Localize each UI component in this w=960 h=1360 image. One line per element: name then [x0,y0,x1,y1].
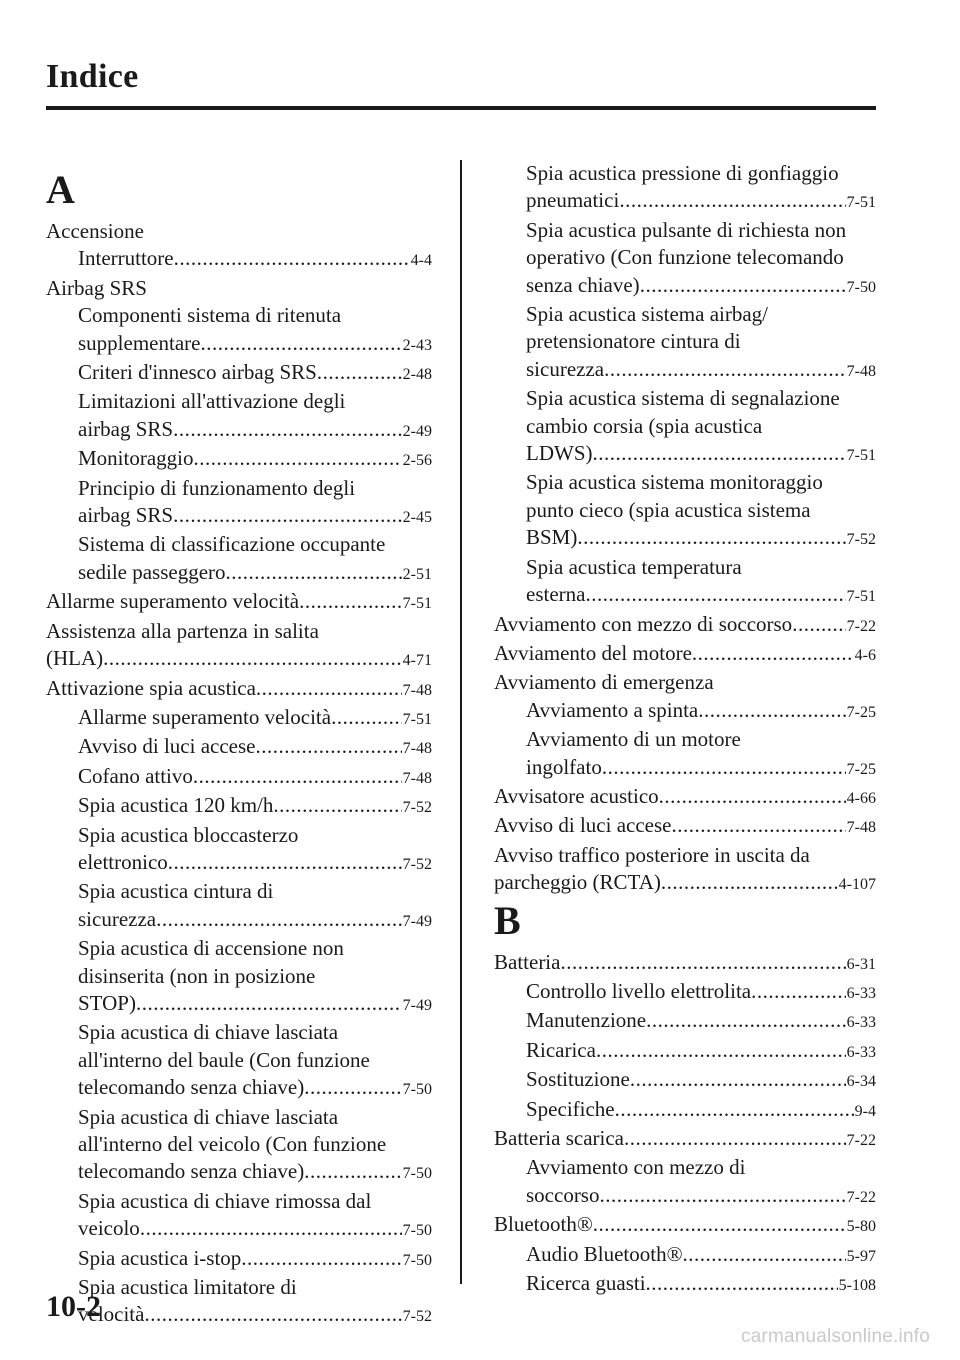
index-subentry[interactable] [46,1245,432,1274]
index-entry[interactable] [46,618,432,675]
entry-line [526,356,876,385]
page-ref: 7-51 [402,710,432,728]
page-ref: 7-50 [402,1222,432,1240]
page-ref: 7-48 [846,362,876,380]
page-ref: 7-52 [846,531,876,549]
entry-label: Spia acustica pressione di gonfiaggio [526,161,839,185]
dot-leader [602,754,846,781]
page-ref: 7-50 [402,1165,432,1183]
entry-line [526,1037,876,1066]
dot-leader [604,356,846,383]
entry-label: Limitazioni all'attivazione degli [78,389,346,414]
index-column-right [494,160,876,1299]
entry-label: Avviso traffico posteriore in uscita da [494,842,810,867]
index-subentry[interactable] [46,388,432,445]
page-ref: 6-33 [846,1043,876,1061]
dot-leader [136,990,402,1017]
entry-line [526,524,876,553]
index-entry[interactable] [494,1125,876,1154]
index-subentry[interactable] [494,1066,876,1095]
index-subentry[interactable] [46,302,432,359]
entry-line [78,559,432,588]
entry-label: telecomando senza chiave) [78,1159,305,1184]
index-subentry[interactable] [46,935,432,1019]
page-ref: 7-50 [402,1081,432,1099]
index-subentry[interactable] [46,822,432,879]
entry-label: STOP) [78,990,136,1015]
index-subentry[interactable] [46,445,432,474]
entry-label: Accensione [46,219,144,243]
entry-label: Spia acustica di chiave lasciata [78,1020,339,1045]
dot-leader [304,1074,401,1101]
page-ref: 9-4 [854,1102,876,1120]
index-subentry[interactable] [494,1241,876,1270]
entry-label: all'interno del veicolo (Con funzione [78,1132,387,1156]
entry-label: veicolo [78,1216,140,1241]
dot-leader [640,272,846,299]
page-ref: 2-43 [402,336,432,354]
entry-label: sicurezza [78,906,157,931]
dot-leader [144,1301,401,1328]
page-ref: 7-51 [402,595,432,613]
entry-label: BSM) [526,525,578,550]
entry-label: airbag SRS [78,416,174,441]
entry-label: Ricarica [526,1037,596,1062]
entry-line [494,640,876,669]
index-subentry[interactable] [46,763,432,792]
entry-label: airbag SRS [78,503,174,528]
page-ref: 7-22 [846,1132,876,1149]
dot-leader [304,1158,401,1185]
page-ref: 7-49 [402,996,432,1014]
index-entry[interactable] [494,842,876,899]
page-ref: 7-52 [402,855,432,873]
page-ref: 4-4 [410,252,432,270]
entry-label: Avviso di luci accese [78,734,256,759]
entry-line [526,1007,876,1036]
header-rule [46,106,876,110]
page-ref: 7-48 [402,681,432,699]
page-number: 10-2 [46,1290,101,1323]
index-entry[interactable] [494,783,876,812]
entry-line [494,783,876,812]
page-ref: 5-108 [838,1277,876,1295]
dot-leader [103,645,402,672]
entry-label: telecomando senza chiave) [78,1075,305,1100]
entry-label: Ricerca guasti [526,1271,646,1296]
entry-label: Spia acustica pulsante di richiesta non [526,217,847,242]
entry-line [526,1241,876,1270]
entry-line [526,754,876,783]
entry-label: (HLA) [46,646,104,671]
entry-line [78,1301,432,1330]
index-subentry[interactable] [494,217,876,301]
dot-leader [273,792,401,819]
index-entry[interactable] [494,949,876,978]
entry-line [46,588,432,617]
entry-label: pretensionatore cintura di [526,329,741,354]
entry-label: Criteri d'innesco airbag SRS [78,360,317,385]
page-ref: 7-48 [402,740,432,758]
entry-label: Avviso di luci accese [494,813,672,838]
dot-leader [560,949,845,976]
index-subentry[interactable] [494,554,876,611]
page-ref: 4-66 [846,789,876,807]
dot-leader [226,559,402,586]
dot-leader [646,1270,838,1297]
index-subentry[interactable] [494,978,876,1007]
entry-label: parcheggio (RCTA) [494,870,661,895]
entry-label: Monitoraggio [78,446,194,471]
index-subentry[interactable] [46,1104,432,1188]
index-subentry[interactable] [46,359,432,388]
entry-line [494,812,876,841]
index-subentry[interactable] [46,1188,432,1245]
entry-label: velocità [78,1302,145,1327]
page-ref: 2-56 [402,452,432,470]
entry-line [526,1066,876,1095]
page-ref: 5-80 [846,1218,876,1236]
entry-label: LDWS) [526,441,593,466]
entry-label: soccorso [526,1182,600,1207]
index-subentry[interactable] [46,245,432,274]
page-ref: 7-50 [402,1251,432,1269]
index-entry[interactable] [494,812,876,841]
index-entry[interactable] [494,640,876,669]
entry-label: Spia acustica bloccasterzo [78,822,299,847]
page-ref: 7-51 [846,194,876,212]
entry-label: Spia acustica 120 km/h [78,793,274,818]
page-ref: 7-48 [402,769,432,787]
entry-label: Avviamento del motore [494,640,692,665]
dot-leader [173,416,402,443]
entry-label: Spia acustica i-stop [78,1245,242,1270]
entry-label: pneumatici [526,188,620,213]
entry-label: Allarme superamento velocità [78,704,332,729]
entry-label: elettronico [78,849,168,874]
index-subentry[interactable] [494,1007,876,1036]
entry-line [78,1074,432,1103]
index-subentry[interactable] [46,1274,432,1331]
entry-label: sedile passeggero [78,559,226,584]
index-entry[interactable] [494,1211,876,1240]
entry-line [494,1125,876,1154]
page-ref: 7-49 [402,912,432,930]
entry-line [526,581,876,610]
entry-label: Interruttore [78,246,174,271]
dot-leader [174,245,410,272]
entry-line [78,733,432,762]
dot-leader [692,640,854,667]
entry-label: Avvisatore acustico [494,783,659,808]
entry-label: Bluetooth® [494,1212,593,1237]
page-ref: 4-107 [838,876,876,894]
entry-line [78,704,432,733]
column-divider [460,160,462,1284]
entry-label: Spia acustica di chiave rimossa dal [78,1188,372,1213]
entry-label: punto cieco (spia acustica sistema [526,497,811,522]
entry-label: Avviamento di un motore [526,727,741,752]
entry-label: Batteria scarica [494,1126,624,1150]
entry-label: Sistema di classificazione occupante [78,532,386,557]
dot-leader [792,611,845,638]
index-subentry[interactable] [46,1019,432,1103]
index-subentry[interactable] [46,531,432,588]
index-subentry[interactable] [494,1096,876,1125]
dot-leader [168,849,402,876]
dot-leader [630,1066,846,1093]
dot-leader [200,330,401,357]
entry-line [78,330,432,359]
page-ref: 7-22 [846,1188,876,1206]
entry-line [78,1245,432,1274]
index-subentry[interactable] [46,704,432,733]
entry-line [78,416,432,445]
dot-leader [241,1245,401,1272]
dot-leader [671,812,845,839]
dot-leader [619,187,845,214]
entry-label: Assistenza alla partenza in salita [46,618,319,643]
entry-label: Spia acustica limitatore di [78,1275,297,1300]
index-column-left [46,160,432,1331]
index-entry[interactable] [46,675,432,704]
entry-line [526,697,876,726]
dot-leader [698,697,845,724]
entry-label: ingolfato [526,754,602,779]
entry-label: Principio di funzionamento degli [78,475,356,500]
index-entry[interactable] [46,218,432,245]
index-entry[interactable] [46,275,432,302]
dot-leader [156,906,402,933]
index-subentry[interactable] [46,878,432,935]
entry-line [46,645,432,674]
page-ref: 4-71 [402,652,432,670]
entry-label: Avviamento con mezzo di soccorso [494,611,793,636]
dot-leader [585,581,845,608]
entry-label: Sostituzione [526,1067,630,1092]
entry-label: Spia acustica sistema monitoraggio [526,470,823,495]
dot-leader [661,869,838,896]
entry-line [494,611,876,640]
dot-leader [299,588,402,615]
dot-leader [317,359,402,386]
page-ref: 2-49 [402,422,432,440]
entry-line [46,675,432,704]
index-subentry[interactable] [46,792,432,821]
entry-label: Spia acustica di chiave lasciata [78,1104,339,1129]
page-ref: 7-52 [402,799,432,817]
entry-label: Audio Bluetooth® [526,1241,683,1266]
page-ref: 7-22 [846,617,876,635]
entry-label: esterna [526,582,586,607]
entry-line [494,869,876,898]
page-ref: 2-51 [402,565,432,583]
entry-label: Controllo livello elettrolita [526,978,752,1003]
page-ref: 7-48 [846,819,876,837]
entry-label: operativo (Con funzione telecomando [526,245,844,270]
page-ref: 2-45 [402,509,432,527]
entry-label: cambio corsia (spia acustica [526,413,763,438]
index-entry[interactable] [494,669,876,696]
page-ref: 4-6 [854,646,876,664]
dot-leader [683,1241,846,1268]
entry-line [526,978,876,1007]
page-title: Indice [46,58,139,95]
entry-label: Spia acustica cintura di [78,879,274,904]
entry-line [78,792,432,821]
entry-label: Spia acustica temperatura [526,554,742,579]
index-subentry[interactable] [494,1270,876,1299]
dot-leader [659,783,846,810]
dot-leader [193,763,402,790]
dot-leader [599,1182,845,1209]
page-ref: 7-52 [402,1308,432,1326]
dot-leader [751,978,846,1005]
dot-leader [624,1125,846,1152]
entry-line [526,272,876,301]
entry-line [494,1211,876,1240]
dot-leader [646,1007,846,1034]
entry-label: Airbag SRS [46,275,147,300]
page-ref: 6-34 [846,1073,876,1091]
index-entry[interactable] [494,611,876,640]
index-subentry[interactable] [494,385,876,469]
entry-label: Spia acustica sistema di segnalazione [526,386,840,411]
watermark: carmanualsonline.info [740,1326,930,1347]
dot-leader [256,675,402,702]
entry-line [526,187,876,216]
entry-line [526,1182,876,1211]
entry-line [494,949,876,978]
entry-line [78,1158,432,1187]
entry-label: Componenti sistema di ritenuta [78,303,342,328]
index-subentry[interactable] [46,733,432,762]
index-subentry[interactable] [494,697,876,726]
page-ref: 6-33 [846,1014,876,1032]
index-subentry[interactable] [46,475,432,532]
entry-line [78,445,432,474]
index-subentry[interactable] [494,160,876,217]
entry-line [78,849,432,878]
entry-line [526,1270,876,1299]
dot-leader [194,445,402,472]
page-ref: 6-31 [846,955,876,973]
dot-leader [331,704,402,731]
dot-leader [593,1211,846,1238]
entry-label: Cofano attivo [78,763,193,788]
entry-line [78,990,432,1019]
entry-line [526,1096,876,1125]
dot-leader [577,524,845,551]
page-ref: 7-50 [846,278,876,296]
index-subentry[interactable] [494,726,876,783]
page-ref: 7-51 [846,588,876,606]
entry-label: sicurezza [526,356,605,381]
entry-label: Attivazione spia acustica [46,675,256,700]
index-subentry[interactable] [494,301,876,385]
entry-line [78,763,432,792]
dot-leader [593,440,846,467]
dot-leader [140,1215,402,1242]
entry-label: Spia acustica sistema airbag/ [526,302,769,327]
dot-leader [173,502,402,529]
page-ref: 7-51 [846,447,876,465]
entry-label: Manutenzione [526,1008,647,1033]
dot-leader [596,1037,846,1064]
page-ref: 2-48 [402,366,432,384]
entry-line [78,245,432,274]
index-subentry[interactable] [494,469,876,553]
page-ref: 7-25 [846,703,876,721]
page-ref: 5-97 [846,1247,876,1265]
entry-label: Batteria [494,949,561,974]
page-ref: 7-25 [846,760,876,778]
page-ref: 6-33 [846,984,876,1002]
index-entry[interactable] [46,588,432,617]
entry-label: supplementare [78,330,201,355]
dot-leader [615,1096,854,1123]
section-letter: A [46,167,75,212]
dot-leader [255,733,401,760]
entry-label: Spia acustica di accensione non [78,936,344,961]
entry-label: disinserita (non in posizione [78,963,316,988]
entry-label: Avviamento di emergenza [494,670,714,695]
entry-line [78,1215,432,1244]
section-letter: B [494,897,521,943]
index-subentry[interactable] [494,1037,876,1066]
entry-line [78,502,432,531]
entry-label: senza chiave) [526,272,640,297]
entry-line [78,359,432,388]
entry-label: Avviamento con mezzo di [526,1155,746,1180]
entry-label: all'interno del baule (Con funzione [78,1047,370,1072]
entry-label: Specifiche [526,1096,615,1121]
index-subentry[interactable] [494,1154,876,1211]
entry-label: Allarme superamento velocità [46,589,300,614]
entry-line [526,440,876,469]
entry-label: Avviamento a spinta [526,697,699,722]
entry-line [78,906,432,935]
